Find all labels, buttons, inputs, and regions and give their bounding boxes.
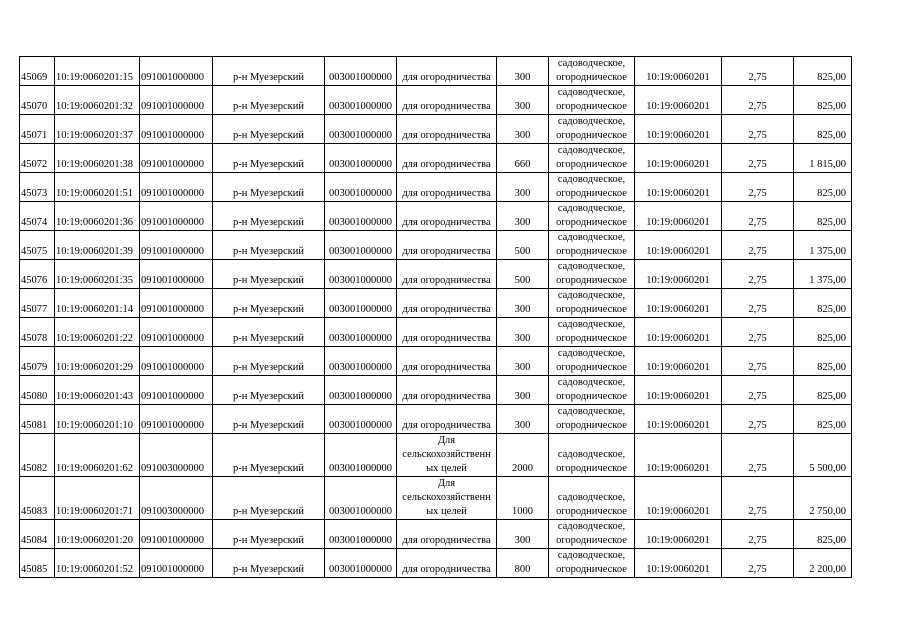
category-code-cell: 003001000000 bbox=[325, 376, 397, 405]
oktmo-code-cell: 091001000000 bbox=[140, 289, 213, 318]
cadastral-number-cell: 10:19:0060201:36 bbox=[55, 202, 140, 231]
land-category-cell: садоводческое, огородническое bbox=[549, 57, 635, 86]
value-sum-cell: 825,00 bbox=[794, 520, 852, 549]
cadastral-quarter-cell: 10:19:0060201 bbox=[635, 289, 722, 318]
district-cell: р-н Муезерский bbox=[213, 347, 325, 376]
oktmo-code-cell: 091003000000 bbox=[140, 477, 213, 520]
permitted-use-cell: для огородничества bbox=[397, 144, 497, 173]
district-cell: р-н Муезерский bbox=[213, 144, 325, 173]
land-category-cell: садоводческое, огородническое bbox=[549, 434, 635, 477]
oktmo-code-cell: 091001000000 bbox=[140, 144, 213, 173]
table-row bbox=[20, 434, 852, 477]
value-sum-cell: 825,00 bbox=[794, 202, 852, 231]
rate-cell: 2,75 bbox=[722, 520, 794, 549]
category-code-cell: 003001000000 bbox=[325, 173, 397, 202]
district-cell: р-н Муезерский bbox=[213, 86, 325, 115]
value-sum-cell: 1 815,00 bbox=[794, 144, 852, 173]
table-row bbox=[20, 144, 852, 173]
value-sum-cell: 5 500,00 bbox=[794, 434, 852, 477]
row-number-cell: 45074 bbox=[20, 202, 55, 231]
rate-cell: 2,75 bbox=[722, 260, 794, 289]
table-row bbox=[20, 86, 852, 115]
land-category-cell: садоводческое, огородническое bbox=[549, 549, 635, 578]
category-code-cell: 003001000000 bbox=[325, 405, 397, 434]
cadastral-number-cell: 10:19:0060201:43 bbox=[55, 376, 140, 405]
oktmo-code-cell: 091001000000 bbox=[140, 260, 213, 289]
oktmo-code-cell: 091001000000 bbox=[140, 318, 213, 347]
cadastral-number-cell: 10:19:0060201:62 bbox=[55, 434, 140, 477]
row-number-cell: 45082 bbox=[20, 434, 55, 477]
district-cell: р-н Муезерский bbox=[213, 202, 325, 231]
land-parcels-table bbox=[19, 56, 852, 578]
oktmo-code-cell: 091001000000 bbox=[140, 86, 213, 115]
rate-cell: 2,75 bbox=[722, 549, 794, 578]
row-number-cell: 45085 bbox=[20, 549, 55, 578]
cadastral-quarter-cell: 10:19:0060201 bbox=[635, 549, 722, 578]
permitted-use-cell: для огородничества bbox=[397, 520, 497, 549]
cadastral-number-cell: 10:19:0060201:32 bbox=[55, 86, 140, 115]
cadastral-quarter-cell: 10:19:0060201 bbox=[635, 376, 722, 405]
permitted-use-cell: Для сельскохозяйственн ых целей bbox=[397, 434, 497, 477]
row-number-cell: 45080 bbox=[20, 376, 55, 405]
permitted-use-cell: для огородничества bbox=[397, 231, 497, 260]
oktmo-code-cell: 091001000000 bbox=[140, 202, 213, 231]
cadastral-number-cell: 10:19:0060201:14 bbox=[55, 289, 140, 318]
category-code-cell: 003001000000 bbox=[325, 86, 397, 115]
rate-cell: 2,75 bbox=[722, 115, 794, 144]
permitted-use-cell: для огородничества bbox=[397, 347, 497, 376]
rate-cell: 2,75 bbox=[722, 347, 794, 376]
category-code-cell: 003001000000 bbox=[325, 202, 397, 231]
category-code-cell: 003001000000 bbox=[325, 318, 397, 347]
table-row bbox=[20, 115, 852, 144]
cadastral-number-cell: 10:19:0060201:39 bbox=[55, 231, 140, 260]
table-row bbox=[20, 289, 852, 318]
area-cell: 660 bbox=[497, 144, 549, 173]
area-cell: 300 bbox=[497, 347, 549, 376]
rate-cell: 2,75 bbox=[722, 477, 794, 520]
cadastral-quarter-cell: 10:19:0060201 bbox=[635, 520, 722, 549]
land-category-cell: садоводческое, огородническое bbox=[549, 405, 635, 434]
oktmo-code-cell: 091001000000 bbox=[140, 231, 213, 260]
oktmo-code-cell: 091001000000 bbox=[140, 347, 213, 376]
area-cell: 300 bbox=[497, 202, 549, 231]
table-row bbox=[20, 260, 852, 289]
cadastral-quarter-cell: 10:19:0060201 bbox=[635, 434, 722, 477]
category-code-cell: 003001000000 bbox=[325, 434, 397, 477]
district-cell: р-н Муезерский bbox=[213, 231, 325, 260]
row-number-cell: 45073 bbox=[20, 173, 55, 202]
area-cell: 300 bbox=[497, 318, 549, 347]
value-sum-cell: 825,00 bbox=[794, 86, 852, 115]
cadastral-number-cell: 10:19:0060201:29 bbox=[55, 347, 140, 376]
land-category-cell: садоводческое, огородническое bbox=[549, 318, 635, 347]
permitted-use-cell: для огородничества bbox=[397, 260, 497, 289]
land-category-cell: садоводческое, огородническое bbox=[549, 347, 635, 376]
permitted-use-cell: для огородничества bbox=[397, 202, 497, 231]
permitted-use-cell: для огородничества bbox=[397, 173, 497, 202]
cadastral-quarter-cell: 10:19:0060201 bbox=[635, 144, 722, 173]
district-cell: р-н Муезерский bbox=[213, 376, 325, 405]
area-cell: 300 bbox=[497, 115, 549, 144]
oktmo-code-cell: 091001000000 bbox=[140, 115, 213, 144]
row-number-cell: 45070 bbox=[20, 86, 55, 115]
cadastral-quarter-cell: 10:19:0060201 bbox=[635, 318, 722, 347]
land-category-cell: садоводческое, огородническое bbox=[549, 260, 635, 289]
value-sum-cell: 825,00 bbox=[794, 318, 852, 347]
row-number-cell: 45083 bbox=[20, 477, 55, 520]
cadastral-number-cell: 10:19:0060201:51 bbox=[55, 173, 140, 202]
permitted-use-cell: Для сельскохозяйственн ых целей bbox=[397, 477, 497, 520]
rate-cell: 2,75 bbox=[722, 376, 794, 405]
row-number-cell: 45069 bbox=[20, 57, 55, 86]
cadastral-quarter-cell: 10:19:0060201 bbox=[635, 86, 722, 115]
value-sum-cell: 825,00 bbox=[794, 289, 852, 318]
area-cell: 1000 bbox=[497, 477, 549, 520]
table-row bbox=[20, 347, 852, 376]
row-number-cell: 45072 bbox=[20, 144, 55, 173]
table-row bbox=[20, 318, 852, 347]
value-sum-cell: 825,00 bbox=[794, 405, 852, 434]
cadastral-quarter-cell: 10:19:0060201 bbox=[635, 231, 722, 260]
area-cell: 300 bbox=[497, 173, 549, 202]
cadastral-number-cell: 10:19:0060201:37 bbox=[55, 115, 140, 144]
rate-cell: 2,75 bbox=[722, 434, 794, 477]
permitted-use-cell: для огородничества bbox=[397, 318, 497, 347]
row-number-cell: 45077 bbox=[20, 289, 55, 318]
permitted-use-cell: для огородничества bbox=[397, 405, 497, 434]
row-number-cell: 45078 bbox=[20, 318, 55, 347]
cadastral-number-cell: 10:19:0060201:71 bbox=[55, 477, 140, 520]
permitted-use-cell: для огородничества bbox=[397, 86, 497, 115]
table-row bbox=[20, 202, 852, 231]
cadastral-quarter-cell: 10:19:0060201 bbox=[635, 260, 722, 289]
cadastral-number-cell: 10:19:0060201:22 bbox=[55, 318, 140, 347]
row-number-cell: 45076 bbox=[20, 260, 55, 289]
district-cell: р-н Муезерский bbox=[213, 173, 325, 202]
land-category-cell: садоводческое, огородническое bbox=[549, 520, 635, 549]
land-category-cell: садоводческое, огородническое bbox=[549, 115, 635, 144]
cadastral-number-cell: 10:19:0060201:20 bbox=[55, 520, 140, 549]
rate-cell: 2,75 bbox=[722, 144, 794, 173]
table-row bbox=[20, 549, 852, 578]
land-category-cell: садоводческое, огородническое bbox=[549, 289, 635, 318]
cadastral-number-cell: 10:19:0060201:35 bbox=[55, 260, 140, 289]
cadastral-quarter-cell: 10:19:0060201 bbox=[635, 202, 722, 231]
cadastral-quarter-cell: 10:19:0060201 bbox=[635, 405, 722, 434]
cadastral-number-cell: 10:19:0060201:52 bbox=[55, 549, 140, 578]
land-category-cell: садоводческое, огородническое bbox=[549, 144, 635, 173]
category-code-cell: 003001000000 bbox=[325, 231, 397, 260]
area-cell: 300 bbox=[497, 289, 549, 318]
table-row bbox=[20, 477, 852, 520]
permitted-use-cell: для огородничества bbox=[397, 376, 497, 405]
rate-cell: 2,75 bbox=[722, 231, 794, 260]
oktmo-code-cell: 091001000000 bbox=[140, 376, 213, 405]
value-sum-cell: 825,00 bbox=[794, 376, 852, 405]
cadastral-quarter-cell: 10:19:0060201 bbox=[635, 115, 722, 144]
table-row bbox=[20, 376, 852, 405]
area-cell: 500 bbox=[497, 260, 549, 289]
cadastral-number-cell: 10:19:0060201:38 bbox=[55, 144, 140, 173]
value-sum-cell: 2 200,00 bbox=[794, 549, 852, 578]
land-category-cell: садоводческое, огородническое bbox=[549, 376, 635, 405]
category-code-cell: 003001000000 bbox=[325, 289, 397, 318]
value-sum-cell: 1 375,00 bbox=[794, 260, 852, 289]
district-cell: р-н Муезерский bbox=[213, 405, 325, 434]
oktmo-code-cell: 091001000000 bbox=[140, 520, 213, 549]
district-cell: р-н Муезерский bbox=[213, 549, 325, 578]
district-cell: р-н Муезерский bbox=[213, 477, 325, 520]
area-cell: 500 bbox=[497, 231, 549, 260]
area-cell: 300 bbox=[497, 376, 549, 405]
row-number-cell: 45079 bbox=[20, 347, 55, 376]
table-row bbox=[20, 520, 852, 549]
value-sum-cell: 825,00 bbox=[794, 173, 852, 202]
category-code-cell: 003001000000 bbox=[325, 115, 397, 144]
value-sum-cell: 825,00 bbox=[794, 57, 852, 86]
area-cell: 300 bbox=[497, 57, 549, 86]
oktmo-code-cell: 091001000000 bbox=[140, 549, 213, 578]
value-sum-cell: 825,00 bbox=[794, 115, 852, 144]
table-row bbox=[20, 173, 852, 202]
row-number-cell: 45075 bbox=[20, 231, 55, 260]
rate-cell: 2,75 bbox=[722, 202, 794, 231]
oktmo-code-cell: 091001000000 bbox=[140, 173, 213, 202]
area-cell: 300 bbox=[497, 405, 549, 434]
cadastral-quarter-cell: 10:19:0060201 bbox=[635, 173, 722, 202]
oktmo-code-cell: 091001000000 bbox=[140, 57, 213, 86]
category-code-cell: 003001000000 bbox=[325, 520, 397, 549]
district-cell: р-н Муезерский bbox=[213, 115, 325, 144]
category-code-cell: 003001000000 bbox=[325, 144, 397, 173]
district-cell: р-н Муезерский bbox=[213, 520, 325, 549]
cadastral-quarter-cell: 10:19:0060201 bbox=[635, 477, 722, 520]
permitted-use-cell: для огородничества bbox=[397, 289, 497, 318]
area-cell: 300 bbox=[497, 520, 549, 549]
cadastral-number-cell: 10:19:0060201:15 bbox=[55, 57, 140, 86]
district-cell: р-н Муезерский bbox=[213, 260, 325, 289]
district-cell: р-н Муезерский bbox=[213, 318, 325, 347]
land-category-cell: садоводческое, огородническое bbox=[549, 231, 635, 260]
category-code-cell: 003001000000 bbox=[325, 549, 397, 578]
row-number-cell: 45081 bbox=[20, 405, 55, 434]
row-number-cell: 45071 bbox=[20, 115, 55, 144]
permitted-use-cell: для огородничества bbox=[397, 115, 497, 144]
table-row bbox=[20, 405, 852, 434]
land-category-cell: садоводческое, огородническое bbox=[549, 173, 635, 202]
land-category-cell: садоводческое, огородническое bbox=[549, 202, 635, 231]
permitted-use-cell: для огородничества bbox=[397, 549, 497, 578]
category-code-cell: 003001000000 bbox=[325, 347, 397, 376]
district-cell: р-н Муезерский bbox=[213, 289, 325, 318]
table-row bbox=[20, 231, 852, 260]
oktmo-code-cell: 091001000000 bbox=[140, 405, 213, 434]
district-cell: р-н Муезерский bbox=[213, 57, 325, 86]
value-sum-cell: 2 750,00 bbox=[794, 477, 852, 520]
rate-cell: 2,75 bbox=[722, 173, 794, 202]
cadastral-quarter-cell: 10:19:0060201 bbox=[635, 57, 722, 86]
area-cell: 800 bbox=[497, 549, 549, 578]
land-category-cell: садоводческое, огородническое bbox=[549, 86, 635, 115]
cadastral-number-cell: 10:19:0060201:10 bbox=[55, 405, 140, 434]
row-number-cell: 45084 bbox=[20, 520, 55, 549]
area-cell: 300 bbox=[497, 86, 549, 115]
value-sum-cell: 1 375,00 bbox=[794, 231, 852, 260]
category-code-cell: 003001000000 bbox=[325, 57, 397, 86]
district-cell: р-н Муезерский bbox=[213, 434, 325, 477]
rate-cell: 2,75 bbox=[722, 289, 794, 318]
area-cell: 2000 bbox=[497, 434, 549, 477]
permitted-use-cell: для огородничества bbox=[397, 57, 497, 86]
rate-cell: 2,75 bbox=[722, 86, 794, 115]
oktmo-code-cell: 091003000000 bbox=[140, 434, 213, 477]
land-category-cell: садоводческое, огородническое bbox=[549, 477, 635, 520]
rate-cell: 2,75 bbox=[722, 405, 794, 434]
cadastral-quarter-cell: 10:19:0060201 bbox=[635, 347, 722, 376]
table-row bbox=[20, 57, 852, 86]
category-code-cell: 003001000000 bbox=[325, 477, 397, 520]
value-sum-cell: 825,00 bbox=[794, 347, 852, 376]
rate-cell: 2,75 bbox=[722, 318, 794, 347]
category-code-cell: 003001000000 bbox=[325, 260, 397, 289]
rate-cell: 2,75 bbox=[722, 57, 794, 86]
